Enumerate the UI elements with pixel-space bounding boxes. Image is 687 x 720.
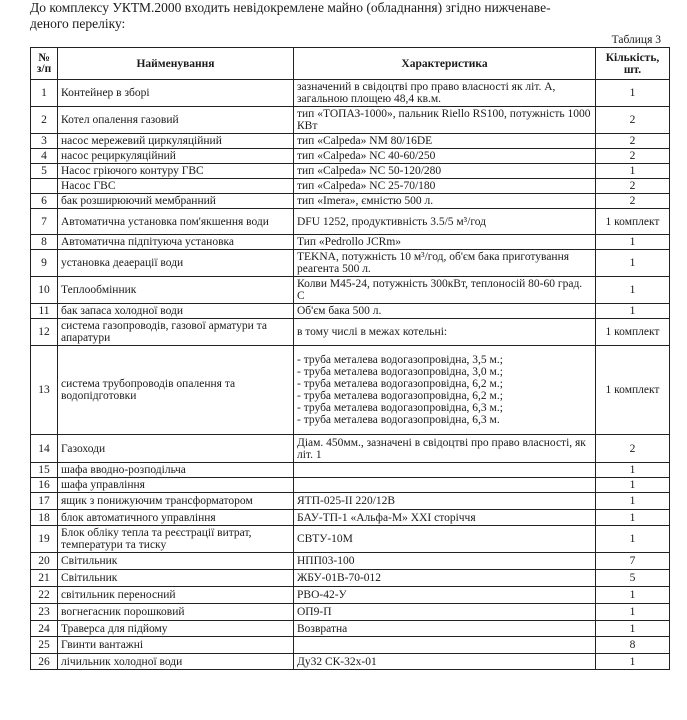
- header-qty: Кількість, шт.: [596, 48, 670, 80]
- row-characteristic: тип «Imera», ємністю 500 л.: [294, 194, 596, 209]
- row-characteristic: тип «ТОПАЗ-1000», пальник Riello RS100, потужність 1000 КВт: [294, 107, 596, 134]
- row-number: 25: [31, 637, 58, 654]
- row-name: Світильник: [58, 553, 294, 570]
- row-name: Теплообмінник: [58, 277, 294, 304]
- row-number: 2: [31, 107, 58, 134]
- row-quantity: 2: [596, 435, 670, 463]
- row-characteristic: [294, 463, 596, 478]
- table-row: [31, 621, 670, 637]
- row-number: 24: [31, 621, 58, 637]
- row-characteristic: СВТУ-10М: [294, 526, 596, 553]
- row-name: Блок обліку тепла та реєстрації витрат, температури та тиску: [58, 526, 294, 553]
- pipe-list-item: - труба металева водогазопровідна, 6,2 м.;: [297, 378, 503, 390]
- row-quantity: 1: [596, 621, 670, 637]
- table-row: [31, 463, 670, 478]
- table-row: [31, 164, 670, 179]
- row-quantity: 1: [596, 304, 670, 319]
- table-row: [31, 604, 670, 621]
- row-number: 20: [31, 553, 58, 570]
- row-characteristic: тип «Calpeda» NC 50-120/280: [294, 164, 596, 179]
- row-quantity: 2: [596, 194, 670, 209]
- row-number: 26: [31, 654, 58, 670]
- row-name: вогнегасник порошковий: [58, 604, 294, 621]
- row-quantity: 1 комплект: [596, 209, 670, 235]
- intro-paragraph: [30, 0, 680, 32]
- table-row: [31, 435, 670, 463]
- row-quantity: 2: [596, 134, 670, 149]
- row-characteristic: Колви М45-24, потужність 300кВт, теплоносій 80-60 град. С: [294, 277, 596, 304]
- row-quantity: 1 комплект: [596, 346, 670, 435]
- row-quantity: 1: [596, 493, 670, 510]
- table-row: [31, 637, 670, 654]
- row-quantity: 5: [596, 570, 670, 587]
- row-name: Контейнер в зборі: [58, 80, 294, 107]
- row-quantity: 1: [596, 80, 670, 107]
- table-row: [31, 493, 670, 510]
- row-quantity: 2: [596, 149, 670, 164]
- table-row: [31, 209, 670, 235]
- pipe-list-item: - труба металева водогазопровідна, 3,0 м.;: [297, 366, 503, 378]
- row-name: блок автоматичного управління: [58, 510, 294, 526]
- row-number: 16: [31, 478, 58, 493]
- row-quantity: 1: [596, 654, 670, 670]
- row-characteristic: РВО-42-У: [294, 587, 596, 604]
- row-number: 9: [31, 250, 58, 277]
- row-name: бак розширюючий мембранний: [58, 194, 294, 209]
- table-row: [31, 553, 670, 570]
- row-name: насос мережевий циркуляційний: [58, 134, 294, 149]
- row-characteristic: зазначений в свідоцтві про право власності як літ. А, загальною площею 48,4 кв.м.: [294, 80, 596, 107]
- row-number: 22: [31, 587, 58, 604]
- row-characteristic: НПП03-100: [294, 553, 596, 570]
- row-name: Автоматична підпітуюча установка: [58, 235, 294, 250]
- row-name: система газопроводів, газової арматури та апаратури: [58, 319, 294, 346]
- row-quantity: 8: [596, 637, 670, 654]
- row-name: Насос гріючого контуру ГВС: [58, 164, 294, 179]
- row-number: 10: [31, 277, 58, 304]
- table-row: [31, 194, 670, 209]
- row-quantity: 2: [596, 179, 670, 194]
- row-number: 17: [31, 493, 58, 510]
- table-row: [31, 179, 670, 194]
- row-characteristic: DFU 1252, продуктивність 3.5/5 м³/год: [294, 209, 596, 235]
- row-quantity: 2: [596, 107, 670, 134]
- row-characteristic: БАУ-ТП-1 «Альфа-М» XXI сторіччя: [294, 510, 596, 526]
- row-characteristic: Возвратна: [294, 621, 596, 637]
- intro-line-1: До комплексу УКТМ.2000 входить невідокремлене майно (обладнання) згідно нижченаве-: [30, 0, 551, 15]
- row-number: 6: [31, 194, 58, 209]
- table-row: [31, 107, 670, 134]
- row-characteristic: в тому числі в межах котельні:: [294, 319, 596, 346]
- row-name: Газоходи: [58, 435, 294, 463]
- row-name: Гвинти вантажні: [58, 637, 294, 654]
- row-characteristic: TEKNA, потужність 10 м³/год, об'єм бака приготування реагента 500 л.: [294, 250, 596, 277]
- table-caption: Таблиця 3: [611, 34, 661, 46]
- row-name: шафа управління: [58, 478, 294, 493]
- row-number: 8: [31, 235, 58, 250]
- table-row: [31, 149, 670, 164]
- table-row: [31, 654, 670, 670]
- row-quantity: 1: [596, 235, 670, 250]
- table-row: [31, 587, 670, 604]
- table-row: [31, 80, 670, 107]
- row-quantity: 1: [596, 587, 670, 604]
- row-characteristic: Діам. 450мм., зазначені в свідоцтві про право власності, як літ. 1: [294, 435, 596, 463]
- row-quantity: 7: [596, 553, 670, 570]
- header-name: Найменування: [58, 48, 294, 80]
- table-row: [31, 134, 670, 149]
- row-number: 3: [31, 134, 58, 149]
- row-characteristic: Об'єм бака 500 л.: [294, 304, 596, 319]
- row-name: Траверса для підйому: [58, 621, 294, 637]
- row-name: насос рециркуляційний: [58, 149, 294, 164]
- table-row: [31, 304, 670, 319]
- row-number: 11: [31, 304, 58, 319]
- row-characteristic: ОП9-П: [294, 604, 596, 621]
- header-char: Характеристика: [294, 48, 596, 80]
- row-number: 14: [31, 435, 58, 463]
- row-quantity: 1: [596, 478, 670, 493]
- header-num: № з/п: [31, 48, 58, 80]
- row-number: 18: [31, 510, 58, 526]
- table-row: [31, 277, 670, 304]
- pipe-list-item: - труба металева водогазопровідна, 3,5 м.;: [297, 354, 503, 366]
- row-characteristic: [294, 637, 596, 654]
- table-row: [31, 570, 670, 587]
- pipe-list-item: - труба металева водогазопровідна, 6,3 м.;: [297, 402, 503, 414]
- row-number: 4: [31, 149, 58, 164]
- row-number: 13: [31, 346, 58, 435]
- row-number: 23: [31, 604, 58, 621]
- row-name: світильник переносний: [58, 587, 294, 604]
- table-row: [31, 346, 670, 435]
- row-characteristic: тип «Calpeda» NC 25-70/180: [294, 179, 596, 194]
- row-name: ящик з понижуючим трансформатором: [58, 493, 294, 510]
- row-name: шафа вводно-розподільча: [58, 463, 294, 478]
- row-characteristic: Ду32 СК-32х-01: [294, 654, 596, 670]
- table-header-row: [31, 48, 670, 80]
- row-characteristic: [294, 346, 596, 435]
- row-name: Автоматична установка пом'якшення води: [58, 209, 294, 235]
- table-row: [31, 235, 670, 250]
- row-name: бак запаса холодної води: [58, 304, 294, 319]
- row-characteristic: Тип «Pedrollo JCRm»: [294, 235, 596, 250]
- row-quantity: 1: [596, 510, 670, 526]
- row-name: лічильник холодної води: [58, 654, 294, 670]
- row-quantity: 1: [596, 526, 670, 553]
- row-characteristic: ЖБУ-01В-70-012: [294, 570, 596, 587]
- row-number: 5: [31, 164, 58, 179]
- row-characteristic: тип «Calpeda» NM 80/16DE: [294, 134, 596, 149]
- row-number: 12: [31, 319, 58, 346]
- row-quantity: 1: [596, 604, 670, 621]
- row-number: 1: [31, 80, 58, 107]
- table-row: [31, 478, 670, 493]
- row-quantity: 1: [596, 277, 670, 304]
- pipe-list-item: - труба металева водогазопровідна, 6,2 м.;: [297, 390, 503, 402]
- pipe-list-item: - труба металева водогазопровідна, 6,3 м.: [297, 414, 500, 426]
- table-row: [31, 319, 670, 346]
- table-row: [31, 250, 670, 277]
- row-number: 19: [31, 526, 58, 553]
- row-number: 15: [31, 463, 58, 478]
- row-name: система трубопроводів опалення та водопідготовки: [58, 346, 294, 435]
- row-quantity: 1 комплект: [596, 319, 670, 346]
- row-quantity: 1: [596, 250, 670, 277]
- row-name: Котел опалення газовий: [58, 107, 294, 134]
- row-characteristic: тип «Calpeda» NC 40-60/250: [294, 149, 596, 164]
- intro-line-2: деного переліку:: [30, 16, 126, 31]
- row-name: установка деаерації води: [58, 250, 294, 277]
- table-row: [31, 526, 670, 553]
- table-row: [31, 510, 670, 526]
- row-quantity: 1: [596, 463, 670, 478]
- row-number: 21: [31, 570, 58, 587]
- row-name: Насос ГВС: [58, 179, 294, 194]
- row-characteristic: [294, 478, 596, 493]
- table-body: [31, 80, 670, 670]
- row-number: 7: [31, 209, 58, 235]
- row-name: Світильник: [58, 570, 294, 587]
- row-characteristic: ЯТП-025-II 220/12В: [294, 493, 596, 510]
- row-quantity: 1: [596, 164, 670, 179]
- equipment-table: [30, 47, 670, 670]
- row-number: [31, 179, 58, 194]
